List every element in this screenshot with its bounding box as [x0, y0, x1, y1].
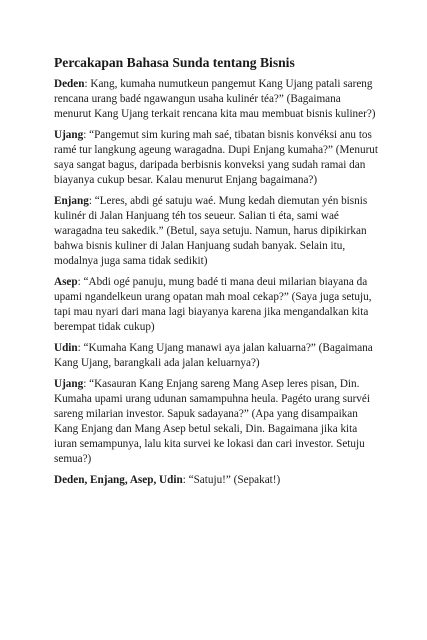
dialogue-paragraph-6	[54, 377, 379, 467]
dialogue-paragraph-1	[54, 77, 379, 122]
document-title: Percakapan Bahasa Sunda tentang Bisnis	[54, 55, 295, 70]
dialogue-paragraph-7	[54, 473, 379, 488]
speaker-name: Udin	[54, 342, 78, 354]
speaker-name: Ujang	[54, 378, 84, 390]
speaker-name: Deden	[54, 78, 85, 90]
dialogue-paragraph-4	[54, 275, 379, 335]
dialogue-text: : “Pangemut sim kuring mah saé, tibatan bisnis konvéksi anu tos ramé tur langkung ageung waragadna. Dupi Enjang kumaha?” (Menurut saya sangat bagus, daripada berbisnis konveksi yang sudah ramai dan biayanya cukup besar. Kalau menurut Enjang bagaimana?)	[54, 129, 379, 186]
dialogue-text: : “Abdi ogé panuju, mung badé ti mana deui milarian biayana da upami ngandelkeun urang opatan mah moal cekap?” (Saya juga setuju, tapi mau nyari dari mana lagi biayanya karena jika mengandalkan kita berempat tidak cukup)	[54, 276, 372, 333]
dialogue-paragraph-2	[54, 128, 379, 188]
speaker-name: Asep	[54, 276, 78, 288]
dialogue-text: : “Kumaha Kang Ujang manawi aya jalan kaluarna?” (Bagaimana Kang Ujang, barangkali ada jalan keluarnya?)	[54, 342, 373, 369]
dialogue-text: : “Leres, abdi gé satuju waé. Mung kedah diemutan yén bisnis kulinér di Jalan Hanjuang téh tos seueur. Salian ti éta, sami waé waragadna teu sakedik.” (Betul, saya setuju. Namun, harus dipikirkan bahwa bisnis kuliner di Jalan Hanjuang sudah banyak. Selain itu, modalnya juga sama tidak sedikit)	[54, 195, 368, 267]
dialogue-paragraph-5	[54, 341, 379, 371]
speaker-name: Deden, Enjang, Asep, Udin	[54, 474, 183, 486]
dialogue-text: : Kang, kumaha numutkeun pangemut Kang Ujang patali sareng rencana urang badé ngawangun usaha kulinér téa?” (Bagaimana menurut Kang Ujang terkait rencana kita mau membuat bisnis kuliner?)	[54, 78, 376, 120]
dialogue-text: : “Satuju!” (Sepakat!)	[182, 474, 281, 486]
dialogue-text: : “Kasauran Kang Enjang sareng Mang Asep leres pisan, Din. Kumaha upami urang udunan samampuhna heula. Pagéto urang survéi sareng milarian investor. Sapuk sadayana?” (Apa yang disampaikan Kang Enjang dan Mang Asep betul sekali, Din. Bagaimana jika kita iuran semampunya, lalu kita survei ke lokasi dan cari investor. Setuju semua?)	[54, 378, 370, 465]
speaker-name: Ujang	[54, 129, 84, 141]
speaker-name: Enjang	[54, 195, 89, 207]
document-page	[54, 54, 379, 494]
dialogue-paragraph-3	[54, 194, 379, 269]
